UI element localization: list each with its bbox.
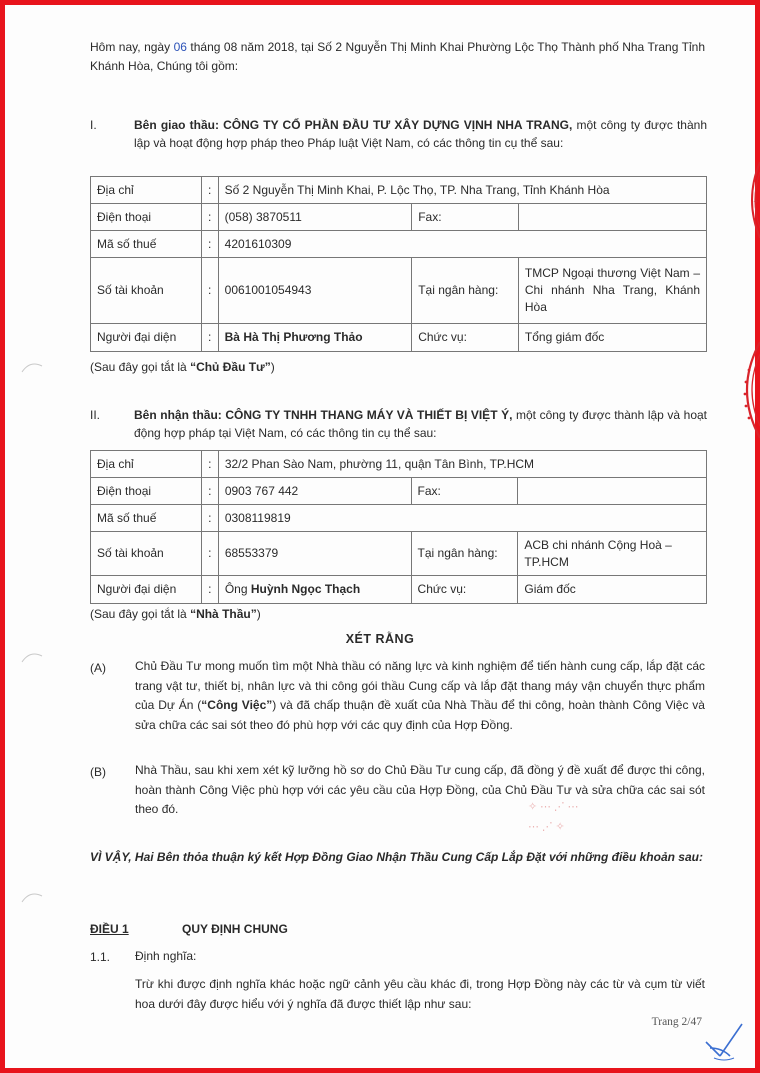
colon: : xyxy=(201,505,218,532)
colon: : xyxy=(201,451,218,478)
colon: : xyxy=(201,324,218,352)
note-text: (Sau đây gọi tắt là xyxy=(90,607,191,621)
table-row xyxy=(91,177,707,204)
note-alias: “Chủ Đầu Tư” xyxy=(190,360,271,374)
subsection-number: 1.1. xyxy=(90,950,111,964)
table-row xyxy=(91,231,707,258)
colon: : xyxy=(201,204,218,231)
address-value: 32/2 Phan Sào Nam, phường 11, quận Tân Bình, TP.HCM xyxy=(218,451,706,478)
account-label: Số tài khoản xyxy=(91,258,202,324)
intro-text-start: Hôm nay, ngày xyxy=(90,40,171,54)
representative-name: Bà Hà Thị Phương Thảo xyxy=(224,330,363,344)
colon: : xyxy=(201,177,218,204)
position-value: Giám đốc xyxy=(518,576,707,604)
recital-a-text xyxy=(135,657,705,735)
party2-company: CÔNG TY TNHH THANG MÁY VÀ THIẾT BỊ VIỆT Ý, xyxy=(225,408,513,422)
recital-b-label: (B) xyxy=(90,765,106,779)
note-text: (Sau đây gọi tắt là xyxy=(90,360,191,374)
table-row xyxy=(91,204,707,231)
table-row xyxy=(91,505,707,532)
tax-value: 0308119819 xyxy=(218,505,706,532)
bank-label: Tại ngân hàng: xyxy=(412,258,519,324)
scan-mark-icon xyxy=(20,650,44,664)
position-label: Chức vụ: xyxy=(411,576,518,604)
colon: : xyxy=(201,478,218,505)
page-number: Trang 2/47 xyxy=(651,1016,702,1028)
fax-label: Fax: xyxy=(412,204,519,231)
subsection-title: Định nghĩa: xyxy=(135,949,197,963)
table-row xyxy=(91,258,707,324)
party2-number: II. xyxy=(90,408,101,422)
fax-label: Fax: xyxy=(411,478,518,505)
fax-value xyxy=(518,478,707,505)
party2-role: Bên nhận thầu: xyxy=(134,408,222,422)
address-label: Địa chỉ xyxy=(91,177,202,204)
table-row xyxy=(91,451,707,478)
position-value: Tổng giám đốc xyxy=(518,324,706,352)
scan-mark-icon xyxy=(20,360,44,374)
note-alias: “Nhà Thầu” xyxy=(190,607,257,621)
phone-value: (058) 3870511 xyxy=(218,204,412,231)
article-number: ĐIỀU 1 xyxy=(90,922,129,936)
representative-label: Người đại diện xyxy=(91,576,202,604)
party1-heading xyxy=(134,116,707,152)
recital-a-label: (A) xyxy=(90,661,106,675)
representative-label: Người đại diện xyxy=(91,324,202,352)
phone-label: Điện thoại xyxy=(91,478,202,505)
intro-day: 06 xyxy=(173,40,187,54)
colon: : xyxy=(201,576,218,604)
address-label: Địa chỉ xyxy=(91,451,202,478)
account-value: 68553379 xyxy=(218,532,411,576)
representative-name: Huỳnh Ngọc Thạch xyxy=(250,582,361,596)
recital-a-part2: ) và đã chấp thuận đề xuất của Nhà Thầu để thi công, hoàn thành Công Việc và sửa chữa các sai sót theo đó phù hợp với các quy định của Hợp Đồng. xyxy=(135,698,705,732)
recitals-title: XÉT RẰNG xyxy=(345,632,415,646)
party2-description: một công ty được thành lập và hoạt động hợp pháp tại Việt Nam, có các thông tin cụ thể sau: xyxy=(134,408,708,440)
colon: : xyxy=(201,231,218,258)
recital-a-part1: Chủ Đầu Tư mong muốn tìm một Nhà thầu có năng lực và kinh nghiệm để tiến hành cung cấp, lắp đặt các trang vật tư, thiết bị, nhân lực và thi công gói thầu Cung cấp và lắp đặt thang máy vận chuyển thực phẩm của Dự Án ( xyxy=(135,659,705,712)
tax-label: Mã số thuế xyxy=(91,231,202,258)
table-row xyxy=(91,576,707,604)
subsection-text: Trừ khi được định nghĩa khác hoặc ngữ cảnh yêu cầu khác đi, trong Hợp Đồng này các từ và cụm từ viết hoa dưới đây được hiểu với ý nghĩa đã được thiết lập như sau: xyxy=(135,977,705,1011)
recital-a-term: “Công Việc” xyxy=(201,698,273,712)
bank-value: ACB chi nhánh Cộng Hoà – TP.HCM xyxy=(518,532,707,576)
tax-value: 4201610309 xyxy=(218,231,706,258)
bank-label: Tại ngân hàng: xyxy=(411,532,518,576)
party2-info-table xyxy=(90,450,707,604)
party1-description: một công ty được thành lập và hoạt động hợp pháp theo Pháp luật Việt Nam, có các thông tin cụ thể sau: xyxy=(134,118,707,150)
intro-text-end: tháng 08 năm 2018, tại Số 2 Nguyễn Thị Minh Khai Phường Lộc Thọ Thành phố Nha Trang Tỉnh Khánh Hòa, Chúng tôi gồm: xyxy=(90,40,705,73)
party1-alias-note xyxy=(90,360,275,374)
note-close: ) xyxy=(270,360,275,374)
phone-value: 0903 767 442 xyxy=(218,478,411,505)
representative-title: Ông xyxy=(224,582,251,596)
svg-text:✦: ✦ xyxy=(753,199,759,206)
table-row xyxy=(91,532,707,576)
tax-label: Mã số thuế xyxy=(91,505,202,532)
recital-b-text: Nhà Thầu, sau khi xem xét kỹ lưỡng hồ sơ do Chủ Đầu Tư cung cấp, đã đồng ý đề xuất để được thi công, hoàn thành Công Việc phù hợp với các yêu cầu của Hợp Đồng, của Chủ Đầu Tư và sửa chữa các sai sót theo đó. xyxy=(135,763,705,816)
table-row xyxy=(91,478,707,505)
intro-paragraph xyxy=(90,38,705,76)
representative-value xyxy=(218,324,412,352)
bank-value: TMCP Ngoại thương Việt Nam – Chi nhánh Nha Trang, Khánh Hòa xyxy=(518,258,706,324)
colon: : xyxy=(201,258,218,324)
conclusion-paragraph: VÌ VẬY, Hai Bên thỏa thuận ký kết Hợp Đồng Giao Nhận Thầu Cung Cấp Lắp Đặt với những điều khoản sau: xyxy=(90,850,703,864)
party1-number: I. xyxy=(90,118,97,132)
address-value: Số 2 Nguyễn Thị Minh Khai, P. Lộc Thọ, TP. Nha Trang, Tỉnh Khánh Hòa xyxy=(218,177,706,204)
faint-stamp-marks: ✧ ⋯ ⋰ ⋯ ⋯ ⋰ ✧ xyxy=(528,801,579,833)
party1-role: Bên giao thầu: xyxy=(134,118,219,132)
party1-company: CÔNG TY CỔ PHẦN ĐẦU TƯ XÂY DỰNG VỊNH NHA TRANG, xyxy=(223,118,573,132)
account-label: Số tài khoản xyxy=(91,532,202,576)
fax-value xyxy=(518,204,706,231)
party2-heading xyxy=(134,406,707,442)
representative-value xyxy=(218,576,411,604)
party1-info-table xyxy=(90,176,707,352)
colon: : xyxy=(201,532,218,576)
phone-label: Điện thoại xyxy=(91,204,202,231)
scan-mark-icon xyxy=(20,890,44,904)
company-seal-icon xyxy=(734,340,760,440)
table-row xyxy=(91,324,707,352)
party2-alias-note xyxy=(90,607,261,621)
company-seal-icon xyxy=(742,160,760,240)
note-close: ) xyxy=(256,607,261,621)
account-value: 0061001054943 xyxy=(218,258,412,324)
signature-initial-icon xyxy=(700,1018,748,1062)
position-label: Chức vụ: xyxy=(412,324,519,352)
article-title: QUY ĐỊNH CHUNG xyxy=(182,922,288,936)
